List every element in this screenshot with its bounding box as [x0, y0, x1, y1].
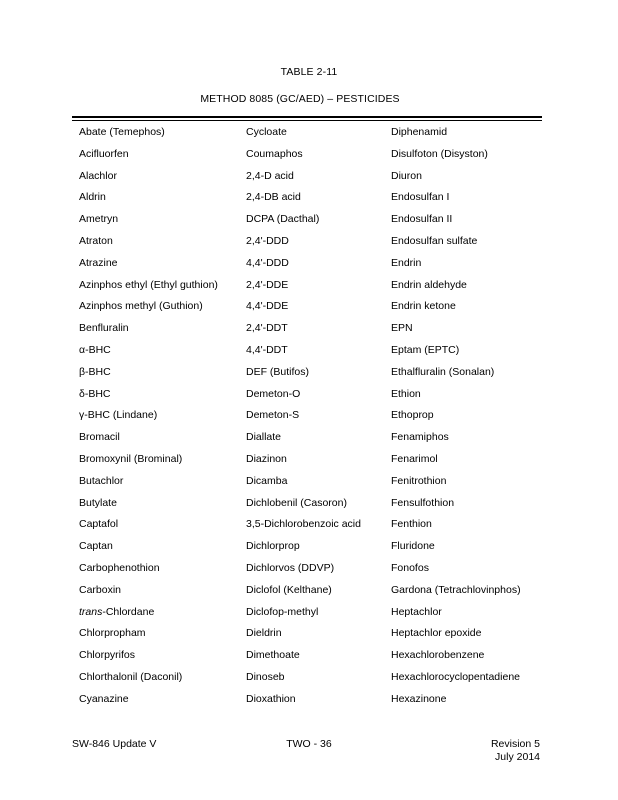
table-row — [79, 342, 549, 364]
table-cell: Cycloate — [246, 126, 287, 138]
table-row — [79, 582, 549, 604]
table-cell: 4,4'-DDT — [246, 343, 288, 356]
table-cell: Diazinon — [246, 452, 287, 465]
table-cell: Dicamba — [246, 474, 288, 487]
table-cell: Cyanazine — [79, 692, 129, 705]
table-cell: Dichlorvos (DDVP) — [246, 561, 335, 574]
table-cell: Gardona (Tetrachlovinphos) — [391, 583, 521, 596]
table-row — [79, 364, 549, 386]
table-cell: Fenamiphos — [391, 431, 449, 444]
table-row — [79, 189, 549, 211]
table-cell: 2,4'-DDE — [246, 278, 289, 291]
footer-document-id: SW-846 Update V — [72, 738, 157, 750]
table-row — [79, 691, 549, 713]
table-cell: Captan — [79, 540, 113, 553]
table-cell: δ-BHC — [79, 387, 111, 400]
table-cell: EPN — [391, 322, 413, 335]
table-cell: Heptachlor — [391, 605, 442, 618]
table-row — [79, 146, 549, 168]
table-row — [79, 560, 549, 582]
table-cell: Dieldrin — [246, 627, 282, 640]
table-cell: Diallate — [246, 431, 282, 444]
table-cell: Dichlobenil (Casoron) — [246, 496, 347, 509]
table-cell: Hexachlorocyclopentadiene — [391, 670, 520, 683]
table-cell: Ethoprop — [391, 409, 434, 422]
table-cell: Chlorpropham — [79, 627, 146, 640]
footer-page-number: TWO - 36 — [286, 738, 332, 750]
footer-revision-block — [491, 738, 540, 764]
table-row — [79, 538, 549, 560]
table-cell: Alachlor — [79, 169, 117, 182]
table-cell: Atraton — [79, 234, 113, 247]
table-cell: Butylate — [79, 496, 117, 509]
table-cell: Hexazinone — [391, 692, 447, 705]
table-cell: Fluridone — [391, 540, 435, 553]
table-row — [79, 255, 549, 277]
table-cell: β-BHC — [79, 365, 111, 378]
table-row — [79, 625, 549, 647]
table-cell: Carboxin — [79, 583, 122, 596]
table-cell: Demeton-S — [246, 409, 300, 422]
footer-date: July 2014 — [495, 751, 540, 763]
table-cell: Fenitrothion — [391, 474, 447, 487]
footer-revision: Revision 5 — [490, 738, 540, 750]
table-cell: Diclofol (Kelthane) — [246, 583, 332, 596]
table-cell: Endosulfan I — [391, 191, 450, 204]
table-cell: 2,4'-DDT — [246, 322, 288, 335]
table-cell: Captafol — [79, 518, 119, 531]
table-cell: Endrin — [391, 256, 422, 269]
table-cell: Disulfoton (Disyston) — [391, 147, 488, 160]
table-cell: Benfluralin — [79, 322, 129, 335]
table-row — [79, 429, 549, 451]
table-row — [79, 451, 549, 473]
table-row — [79, 669, 549, 691]
table-cell: Eptam (EPTC) — [391, 343, 460, 356]
table-cell: DCPA (Dacthal) — [246, 213, 320, 226]
header-rule-thin — [72, 120, 542, 121]
table-cell: Fensulfothion — [391, 496, 455, 509]
table-cell: DEF (Butifos) — [246, 365, 310, 378]
table-cell: Fenthion — [391, 518, 432, 531]
table-cell: Atrazine — [79, 256, 118, 269]
table-cell: Ethalfluralin (Sonalan) — [391, 365, 495, 378]
table-row — [79, 516, 549, 538]
table-cell: Diuron — [391, 169, 422, 182]
table-cell: Bromoxynil (Brominal) — [79, 452, 183, 465]
table-row — [79, 233, 549, 255]
table-cell: Hexachlorobenzene — [391, 649, 485, 662]
table-row — [79, 495, 549, 517]
table-cell: Acifluorfen — [79, 147, 129, 160]
table-subtitle: METHOD 8085 (GC/AED) – PESTICIDES — [200, 93, 400, 105]
table-cell: 4,4'-DDE — [246, 300, 289, 313]
table-cell: Endrin aldehyde — [391, 278, 467, 291]
table-cell: Endosulfan sulfate — [391, 234, 478, 247]
table-cell: Azinphos methyl (Guthion) — [79, 300, 203, 313]
table-cell: Aldrin — [79, 191, 106, 204]
table-row — [79, 211, 549, 233]
table-cell: Fonofos — [391, 561, 429, 574]
table-cell: α-BHC — [79, 343, 111, 356]
table-cell: Butachlor — [79, 474, 124, 487]
table-cell: Dichlorprop — [246, 540, 300, 553]
table-cell: 2,4-D acid — [246, 169, 294, 182]
table-cell: Dimethoate — [246, 649, 300, 662]
table-title: TABLE 2-11 — [280, 66, 338, 78]
table-cell: Abate (Temephos) — [79, 126, 165, 138]
table-cell: Heptachlor epoxide — [391, 627, 482, 640]
table-row — [79, 124, 549, 146]
table-row — [79, 386, 549, 408]
table-row — [79, 473, 549, 495]
table-cell: Bromacil — [79, 431, 120, 444]
table-row — [79, 604, 549, 626]
table-row — [79, 298, 549, 320]
table-cell: Dinoseb — [246, 670, 285, 683]
header-rule-thick — [72, 116, 542, 118]
table-cell: Coumaphos — [246, 147, 303, 160]
pesticide-table — [79, 124, 549, 713]
table-cell: Dioxathion — [246, 692, 296, 705]
table-cell: trans-Chlordane — [79, 605, 155, 618]
table-cell: Ethion — [391, 387, 421, 400]
table-row — [79, 168, 549, 190]
table-cell: Endrin ketone — [391, 300, 456, 313]
table-row — [79, 407, 549, 429]
table-cell: Demeton-O — [246, 387, 301, 400]
table-cell: 2,4-DB acid — [246, 191, 301, 204]
table-cell: 4,4'-DDD — [246, 256, 289, 269]
table-cell: 2,4'-DDD — [246, 234, 289, 247]
table-cell: Diphenamid — [391, 126, 448, 138]
table-cell: Ametryn — [79, 213, 119, 226]
table-row — [79, 320, 549, 342]
table-cell: Endosulfan II — [391, 213, 453, 226]
table-row — [79, 647, 549, 669]
table-row — [79, 277, 549, 299]
table-cell: Azinphos ethyl (Ethyl guthion) — [79, 278, 218, 291]
table-cell: γ-BHC (Lindane) — [79, 409, 158, 422]
table-cell: 3,5-Dichlorobenzoic acid — [246, 518, 361, 531]
table-cell: Fenarimol — [391, 452, 438, 465]
table-cell: Carbophenothion — [79, 561, 160, 574]
table-cell: Chlorthalonil (Daconil) — [79, 670, 183, 683]
table-cell: Diclofop-methyl — [246, 605, 319, 618]
table-cell: Chlorpyrifos — [79, 649, 136, 662]
